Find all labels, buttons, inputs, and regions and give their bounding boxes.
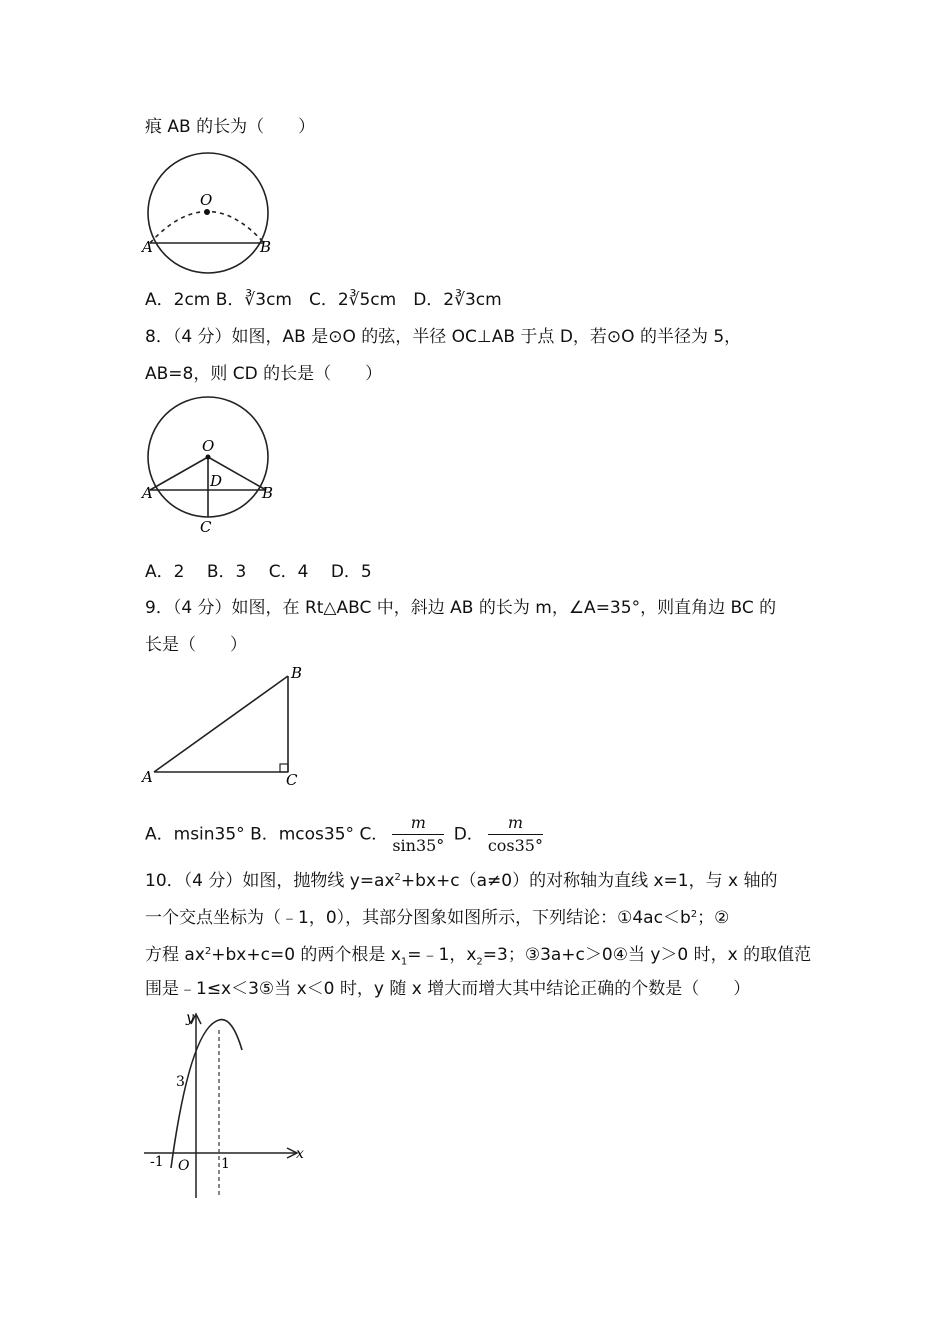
q7-label-o: O (200, 191, 213, 209)
q9-frac-c-den: sin35° (392, 836, 445, 855)
q10-sup-2c: 2 (204, 946, 212, 957)
q8-question-line1: 8．（4 分）如图，AB 是⊙O 的弦，半径 OC⊥AB 于点 D，若⊙O 的半径为 5， (145, 327, 742, 347)
q7-center-point (204, 209, 210, 215)
q9-figure-triangle (140, 662, 310, 792)
q10-question-line1 (145, 866, 777, 893)
q9-frac-c-num: m (392, 812, 444, 835)
q10-question-line4: 围是﹣1≤x＜3⑤当 x＜0 时，y 随 x 增大而增大其中结论正确的个数是（ ） (145, 979, 751, 999)
q7-figure-circle (140, 150, 280, 280)
q10-line3-a: 方程 ax (145, 945, 205, 965)
q10-label-1: 1 (221, 1156, 230, 1172)
q8-question-line2: AB=8，则 CD 的长是（ ） (145, 364, 383, 384)
q9-option-d-fraction (488, 812, 543, 857)
q8-label-b: B (262, 484, 274, 502)
q7-options: A．2cm B．∛3cm C．2∛5cm D．2∛3cm (145, 290, 502, 310)
q9-options-ab: A．msin35° B．mcos35° C． (145, 824, 389, 845)
q10-figure-parabola (140, 1008, 310, 1203)
q9-option-c-fraction (392, 812, 444, 857)
q7-label-b: B (260, 238, 272, 256)
q10-label-o: O (178, 1158, 190, 1174)
q10-line3-d: =3；③3a+c＞0④当 y＞0 时，x 的取值范 (482, 945, 812, 965)
q10-line1-b: +bx+c（a≠0）的对称轴为直线 x=1，与 x 轴的 (400, 871, 778, 891)
q8-figure-circle (140, 394, 280, 539)
q7-folded-arc (150, 212, 264, 244)
q8-label-c: C (200, 518, 212, 536)
q10-label-y: y (186, 1010, 194, 1026)
q8-radius-oa (150, 457, 208, 490)
q10-sup-2b: 2 (690, 909, 698, 920)
q8-center-point (206, 455, 211, 460)
q9-option-d-label: D． (453, 824, 484, 845)
q10-question-line2 (145, 903, 729, 930)
q10-label-neg1: -1 (150, 1154, 164, 1170)
q10-sub-2: 2 (476, 956, 483, 968)
q10-label-x: x (296, 1146, 304, 1162)
q7-label-a: A (142, 238, 153, 256)
q9-label-c: C (286, 771, 298, 789)
q9-frac-d-num: m (488, 812, 543, 835)
q10-sup-2: 2 (394, 872, 401, 883)
q9-label-a: A (142, 768, 153, 786)
q9-options (145, 812, 547, 857)
q8-label-d: D (210, 472, 223, 490)
q10-line1-a: 10．（4 分）如图，抛物线 y=ax (145, 871, 395, 891)
q10-sub-1: 1 (400, 956, 408, 968)
q10-line2-end: ；② (697, 908, 730, 928)
q10-line3-b: +bx+c=0 的两个根是 x (211, 945, 401, 965)
q10-question-line3 (145, 940, 811, 974)
q7-question-tail: 痕 AB 的长为（ ） (145, 117, 316, 137)
q9-label-b: B (291, 664, 303, 682)
q10-label-3: 3 (176, 1074, 185, 1090)
q8-label-a: A (142, 484, 153, 502)
q9-hypotenuse-ab (154, 676, 288, 772)
q9-question-line1: 9．（4 分）如图，在 Rt△ABC 中，斜边 AB 的长为 m，∠A=35°，则直角边 BC 的 (145, 598, 777, 618)
q9-frac-d-den: cos35° (487, 836, 543, 855)
q10-parabola-curve (171, 1020, 242, 1168)
q10-line3-c: =﹣1，x (407, 945, 477, 965)
q8-options: A．2 B．3 C．4 D．5 (145, 562, 372, 582)
q8-label-o: O (202, 437, 215, 455)
q10-line2-text: 一个交点坐标为（﹣1，0），其部分图象如图所示，下列结论：①4ac＜b (145, 908, 691, 928)
q9-question-line2: 长是（ ） (145, 635, 247, 655)
